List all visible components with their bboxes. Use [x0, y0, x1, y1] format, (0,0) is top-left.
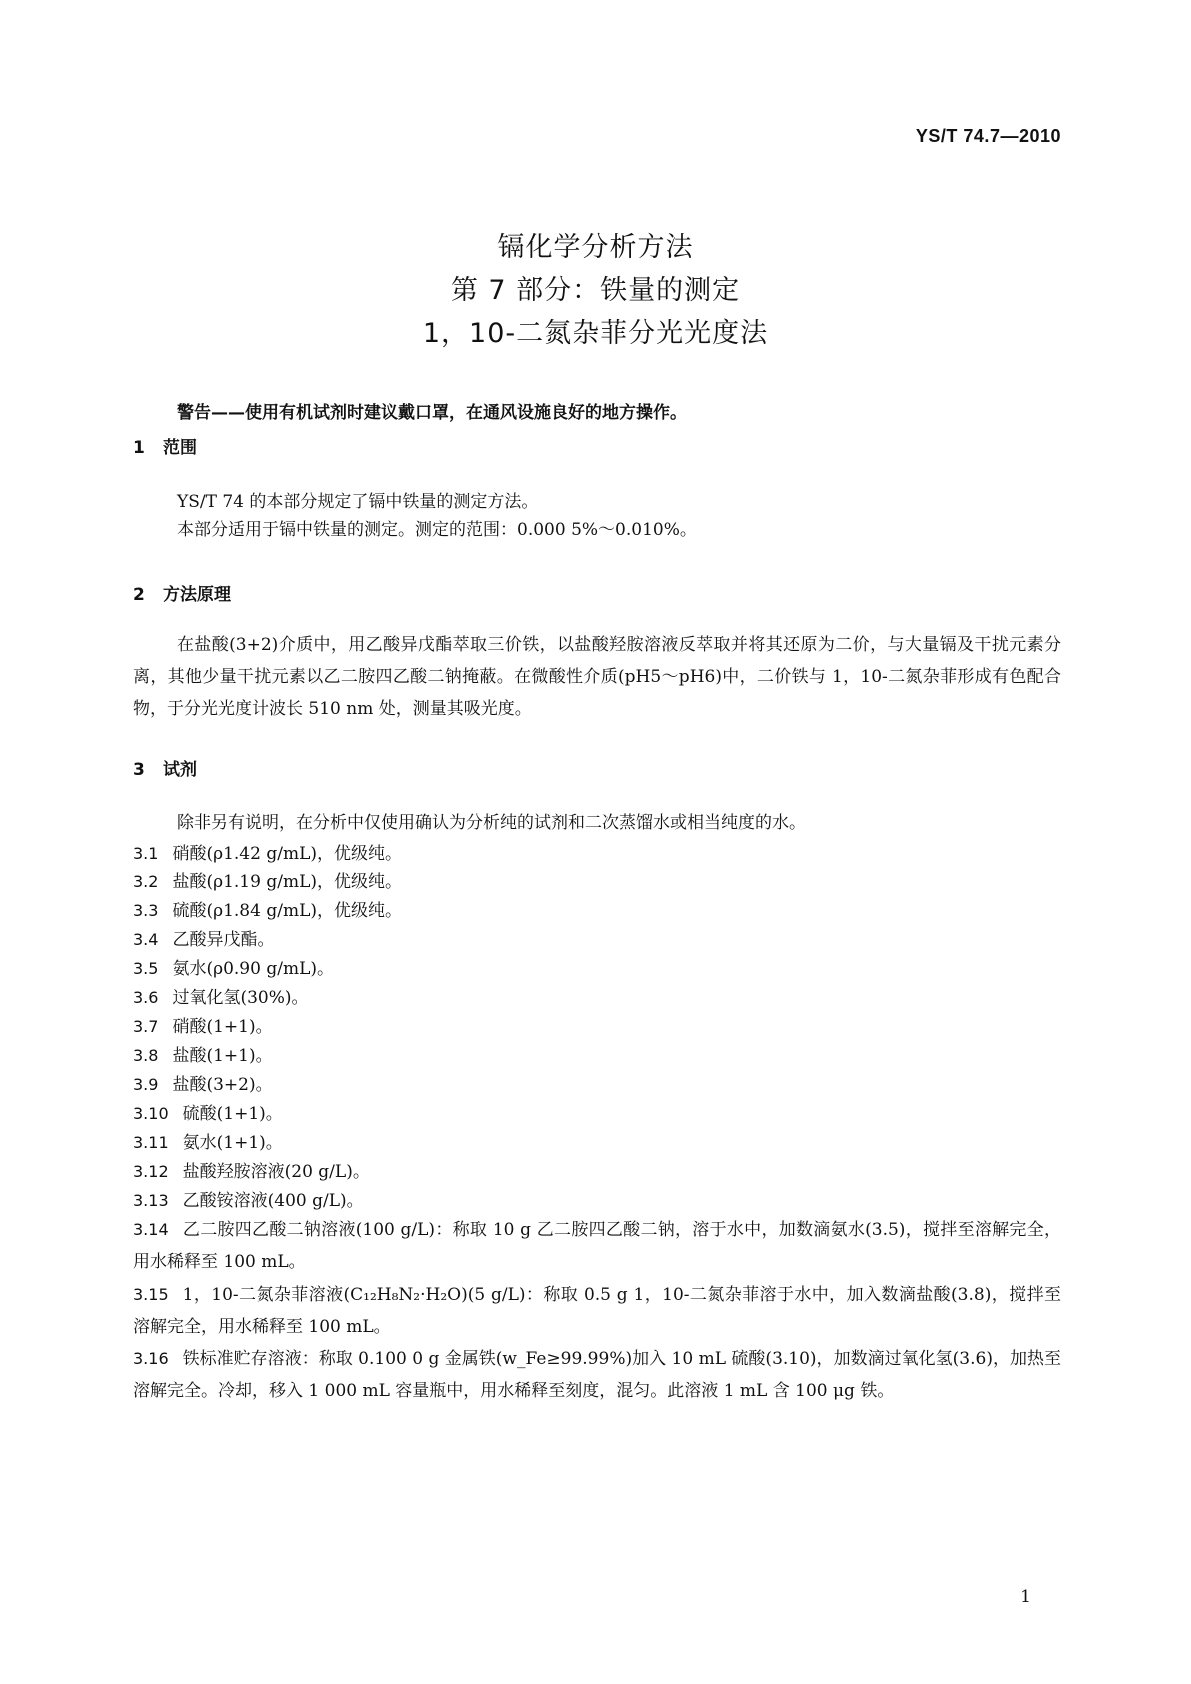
reagent-item — [133, 1011, 1061, 1043]
reagent-number: 3.2 — [133, 872, 159, 891]
section-1-paragraph-2: 本部分适用于镉中铁量的测定。测定的范围：0.000 5%～0.010%。 — [177, 520, 697, 540]
reagent-text: 乙酸异戊酯。 — [172, 930, 275, 950]
reagent-item — [133, 1214, 1061, 1278]
reagent-item — [133, 924, 1061, 956]
document-title — [0, 226, 1191, 355]
section-2-paragraph: 在盐酸(3+2)介质中，用乙酸异戊酯萃取三价铁，以盐酸羟胺溶液反萃取并将其还原为二价，与大量镉及干扰元素分离，其他少量干扰元素以乙二胺四乙酸二钠掩蔽。在微酸性介质(pH5～pH6)中，二价铁与 1，10-二氮杂菲形成有色配合物，于分光光度计波长 510 nm 处，测量其吸光度。 — [133, 635, 1061, 719]
reagent-text: 硫酸(ρ1.84 g/mL)，优级纯。 — [172, 901, 402, 921]
section-3-title: 试剂 — [163, 760, 197, 780]
reagent-item — [133, 1069, 1061, 1101]
reagent-number: 3.7 — [133, 1017, 159, 1036]
section-2-title: 方法原理 — [163, 585, 231, 605]
reagent-text: 硝酸(ρ1.42 g/mL)，优级纯。 — [172, 844, 402, 864]
reagent-item — [133, 1098, 1061, 1130]
reagent-text: 过氧化氢(30%)。 — [172, 988, 309, 1008]
reagent-text: 盐酸羟胺溶液(20 g/L)。 — [182, 1162, 370, 1182]
reagent-number: 3.14 — [133, 1220, 169, 1239]
title-line-2: 第 7 部分：铁量的测定 — [450, 275, 741, 306]
reagent-number: 3.13 — [133, 1191, 169, 1210]
reagent-text: 1，10-二氮杂菲溶液(C₁₂H₈N₂·H₂O)(5 g/L)：称取 0.5 g 1，10-二氮杂菲溶于水中，加入数滴盐酸(3.8)，搅拌至溶解完全，用水稀释至 100 mL。 — [133, 1285, 1061, 1337]
reagent-text: 乙酸铵溶液(400 g/L)。 — [182, 1191, 364, 1211]
reagent-number: 3.11 — [133, 1133, 169, 1152]
section-1-title: 范围 — [163, 438, 197, 458]
warning-text: 警告——使用有机试剂时建议戴口罩，在通风设施良好的地方操作。 — [177, 403, 687, 423]
reagent-text: 硫酸(1+1)。 — [182, 1104, 283, 1124]
section-2-number: 2 — [133, 585, 145, 605]
reagent-number: 3.8 — [133, 1046, 159, 1065]
reagent-text: 铁标准贮存溶液：称取 0.100 0 g 金属铁(w_Fe≥99.99%)加入 10 mL 硫酸(3.10)，加数滴过氧化氢(3.6)，加热至溶解完全。冷却，移入 1 000 mL 容量瓶中，用水稀释至刻度，混匀。此溶液 1 mL 含 100 μg 铁。 — [133, 1349, 1061, 1401]
reagent-number: 3.4 — [133, 930, 159, 949]
section-3-heading — [133, 755, 197, 780]
reagent-text: 盐酸(3+2)。 — [172, 1075, 273, 1095]
reagent-number: 3.5 — [133, 959, 159, 978]
reagent-number: 3.15 — [133, 1285, 169, 1304]
reagent-number: 3.12 — [133, 1162, 169, 1181]
section-3-intro: 除非另有说明，在分析中仅使用确认为分析纯的试剂和二次蒸馏水或相当纯度的水。 — [177, 813, 806, 833]
reagent-number: 3.6 — [133, 988, 159, 1007]
reagent-text: 盐酸(1+1)。 — [172, 1046, 273, 1066]
reagent-item — [133, 1343, 1061, 1407]
reagent-item — [133, 1040, 1061, 1072]
section-3-number: 3 — [133, 760, 145, 780]
reagent-text: 氨水(1+1)。 — [182, 1133, 283, 1153]
reagent-item — [133, 1156, 1061, 1188]
reagent-item — [133, 1127, 1061, 1159]
reagent-item — [133, 1185, 1061, 1217]
reagent-text: 乙二胺四乙酸二钠溶液(100 g/L)：称取 10 g 乙二胺四乙酸二钠，溶于水中，加数滴氨水(3.5)，搅拌至溶解完全，用水稀释至 100 mL。 — [133, 1220, 1061, 1272]
section-2-heading — [133, 580, 231, 605]
reagent-number: 3.9 — [133, 1075, 159, 1094]
title-line-3: 1，10-二氮杂菲分光光度法 — [422, 318, 769, 349]
reagent-item — [133, 1279, 1061, 1343]
reagent-number: 3.16 — [133, 1349, 169, 1368]
section-1-number: 1 — [133, 438, 145, 458]
reagent-number: 3.3 — [133, 901, 159, 920]
reagent-number: 3.1 — [133, 844, 159, 863]
standard-number: YS/T 74.7—2010 — [915, 126, 1061, 146]
reagent-text: 氨水(ρ0.90 g/mL)。 — [172, 959, 334, 979]
section-1-paragraph-1: YS/T 74 的本部分规定了镉中铁量的测定方法。 — [177, 492, 539, 512]
reagent-item — [133, 982, 1061, 1014]
reagent-text: 硝酸(1+1)。 — [172, 1017, 273, 1037]
reagent-text: 盐酸(ρ1.19 g/mL)，优级纯。 — [172, 872, 402, 892]
reagent-item — [133, 953, 1061, 985]
title-line-1: 镉化学分析方法 — [497, 232, 694, 263]
reagent-number: 3.10 — [133, 1104, 169, 1123]
section-1-heading — [133, 433, 197, 458]
page-number: 1 — [1020, 1587, 1031, 1607]
reagent-item — [133, 866, 1061, 898]
reagent-item — [133, 895, 1061, 927]
